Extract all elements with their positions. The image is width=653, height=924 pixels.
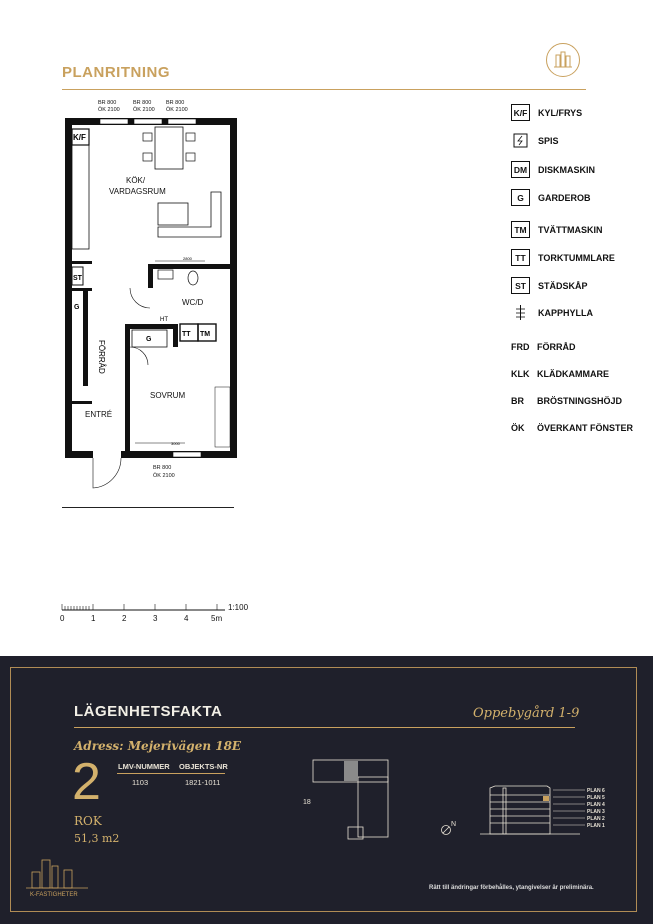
legend-abbr-row	[511, 396, 622, 406]
scale-tick: 2	[122, 614, 127, 623]
site-plan	[298, 755, 428, 850]
window-ok-label: ÖK 2100	[98, 107, 120, 113]
legend-item	[511, 161, 595, 178]
room-storage: FÖRRÅD	[97, 340, 106, 374]
legend-label: KYL/FRYS	[538, 107, 583, 118]
legend-item	[511, 249, 615, 266]
brand-logo-icon	[546, 43, 580, 77]
plan-baseline	[62, 507, 234, 508]
room-entry: ENTRÉ	[85, 410, 113, 419]
coat-rack-icon	[511, 304, 530, 321]
window-br-label: BR 800	[98, 100, 117, 106]
kitchen-dimension: 2800	[183, 256, 192, 261]
legend-box: TT	[511, 249, 530, 266]
window-br-label: BR 800	[166, 100, 185, 106]
legend-box: DM	[511, 161, 530, 178]
legend-item	[511, 221, 603, 238]
scale-ratio: 1:100	[228, 603, 249, 612]
floor-label: PLAN 5	[587, 795, 605, 801]
floor-label: PLAN 4	[587, 802, 605, 808]
washer-label: TM	[200, 331, 211, 338]
legend-item	[511, 304, 593, 321]
object-label: OBJEKTS-NR	[179, 762, 228, 771]
title-divider	[62, 89, 586, 90]
scale-bar	[55, 598, 265, 628]
cleaning-cabinet-label: ST	[73, 275, 82, 282]
room-kitchen: KÖK/	[126, 176, 146, 185]
legend-abbr: BR	[511, 396, 524, 406]
legend-label: GARDEROB	[538, 192, 591, 203]
lmv-value: 1103	[132, 778, 149, 787]
project-name: Oppebygård 1-9	[473, 706, 580, 721]
legend-label: KLÄDKAMMARE	[537, 369, 609, 379]
wardrobe-label: G	[146, 336, 152, 343]
apartment-area: 51,3 m2	[74, 832, 120, 845]
window-br-label: BR 800	[133, 100, 152, 106]
facts-title: LÄGENHETSFAKTA	[74, 703, 223, 720]
object-value: 1821-1011	[185, 778, 221, 787]
room-count: 2	[72, 753, 101, 811]
legend-label: FÖRRÅD	[537, 342, 576, 352]
company-name: K-FASTIGHETER	[30, 892, 78, 898]
legend-abbr: KLK	[511, 369, 530, 379]
scale-tick: 5m	[211, 614, 223, 623]
legend-item	[511, 189, 591, 206]
floor-label: PLAN 3	[587, 809, 605, 815]
address: Adress: Mejerivägen 18E	[74, 739, 242, 753]
room-living: VARDAGSRUM	[109, 187, 166, 196]
legend-label: TORKTUMMLARE	[538, 252, 615, 263]
legend-label: BRÖSTNINGSHÖJD	[537, 396, 623, 406]
window-ok-label: ÖK 2100	[153, 473, 175, 479]
legend-abbr-row	[511, 369, 609, 379]
legend-label: KAPPHYLLA	[538, 307, 594, 318]
wardrobe-label: G	[74, 304, 80, 311]
disclaimer: Rätt till ändringar förbehålles, ytangivelser är preliminära.	[429, 885, 594, 891]
legend-item	[511, 277, 588, 294]
legend-label: SPIS	[538, 135, 559, 146]
company-logo-icon	[24, 852, 94, 900]
legend-abbr: ÖK	[511, 423, 525, 433]
legend-label: ÖVERKANT FÖNSTER	[537, 423, 634, 433]
window-ok-label: ÖK 2100	[166, 107, 188, 113]
room-wc: WC/D	[182, 298, 204, 307]
fridge-label: K/F	[73, 133, 86, 142]
floor-label: PLAN 2	[587, 816, 605, 822]
legend-abbr-row	[511, 423, 633, 433]
building-number: 18	[303, 799, 311, 806]
north-label: N	[451, 821, 457, 828]
scale-tick: 1	[91, 614, 96, 623]
legend-box: TM	[511, 221, 530, 238]
legend-item	[511, 132, 559, 149]
ht-label: HT	[160, 317, 168, 323]
dryer-label: TT	[182, 331, 191, 338]
lmv-label: LMV-NUMMER	[118, 762, 170, 771]
legend-abbr-row	[511, 342, 576, 352]
scale-tick: 3	[153, 614, 158, 623]
facts-divider	[74, 727, 575, 728]
building-section	[435, 782, 620, 842]
legend-abbr: FRD	[511, 342, 530, 352]
scale-tick: 4	[184, 614, 189, 623]
scale-tick: 0	[60, 614, 65, 623]
page-title: PLANRITNING	[62, 64, 170, 81]
stove-icon	[511, 132, 530, 149]
legend-box: K/F	[511, 104, 530, 121]
floor-label: PLAN 6	[587, 788, 605, 794]
legend-label: STÄDSKÅP	[538, 280, 588, 291]
legend-item	[511, 104, 582, 121]
bedroom-dimension: 3000	[171, 441, 180, 446]
meta-divider	[117, 773, 225, 774]
legend-box: G	[511, 189, 530, 206]
floor-label: PLAN 1	[587, 823, 605, 829]
floor-plan	[55, 95, 245, 515]
room-bedroom: SOVRUM	[150, 391, 186, 400]
window-br-label: BR 800	[153, 465, 172, 471]
legend-box: ST	[511, 277, 530, 294]
rok-label: ROK	[74, 814, 102, 828]
legend-label: DISKMASKIN	[538, 164, 596, 175]
window-ok-label: ÖK 2100	[133, 107, 155, 113]
legend-label: TVÄTTMASKIN	[538, 224, 603, 235]
